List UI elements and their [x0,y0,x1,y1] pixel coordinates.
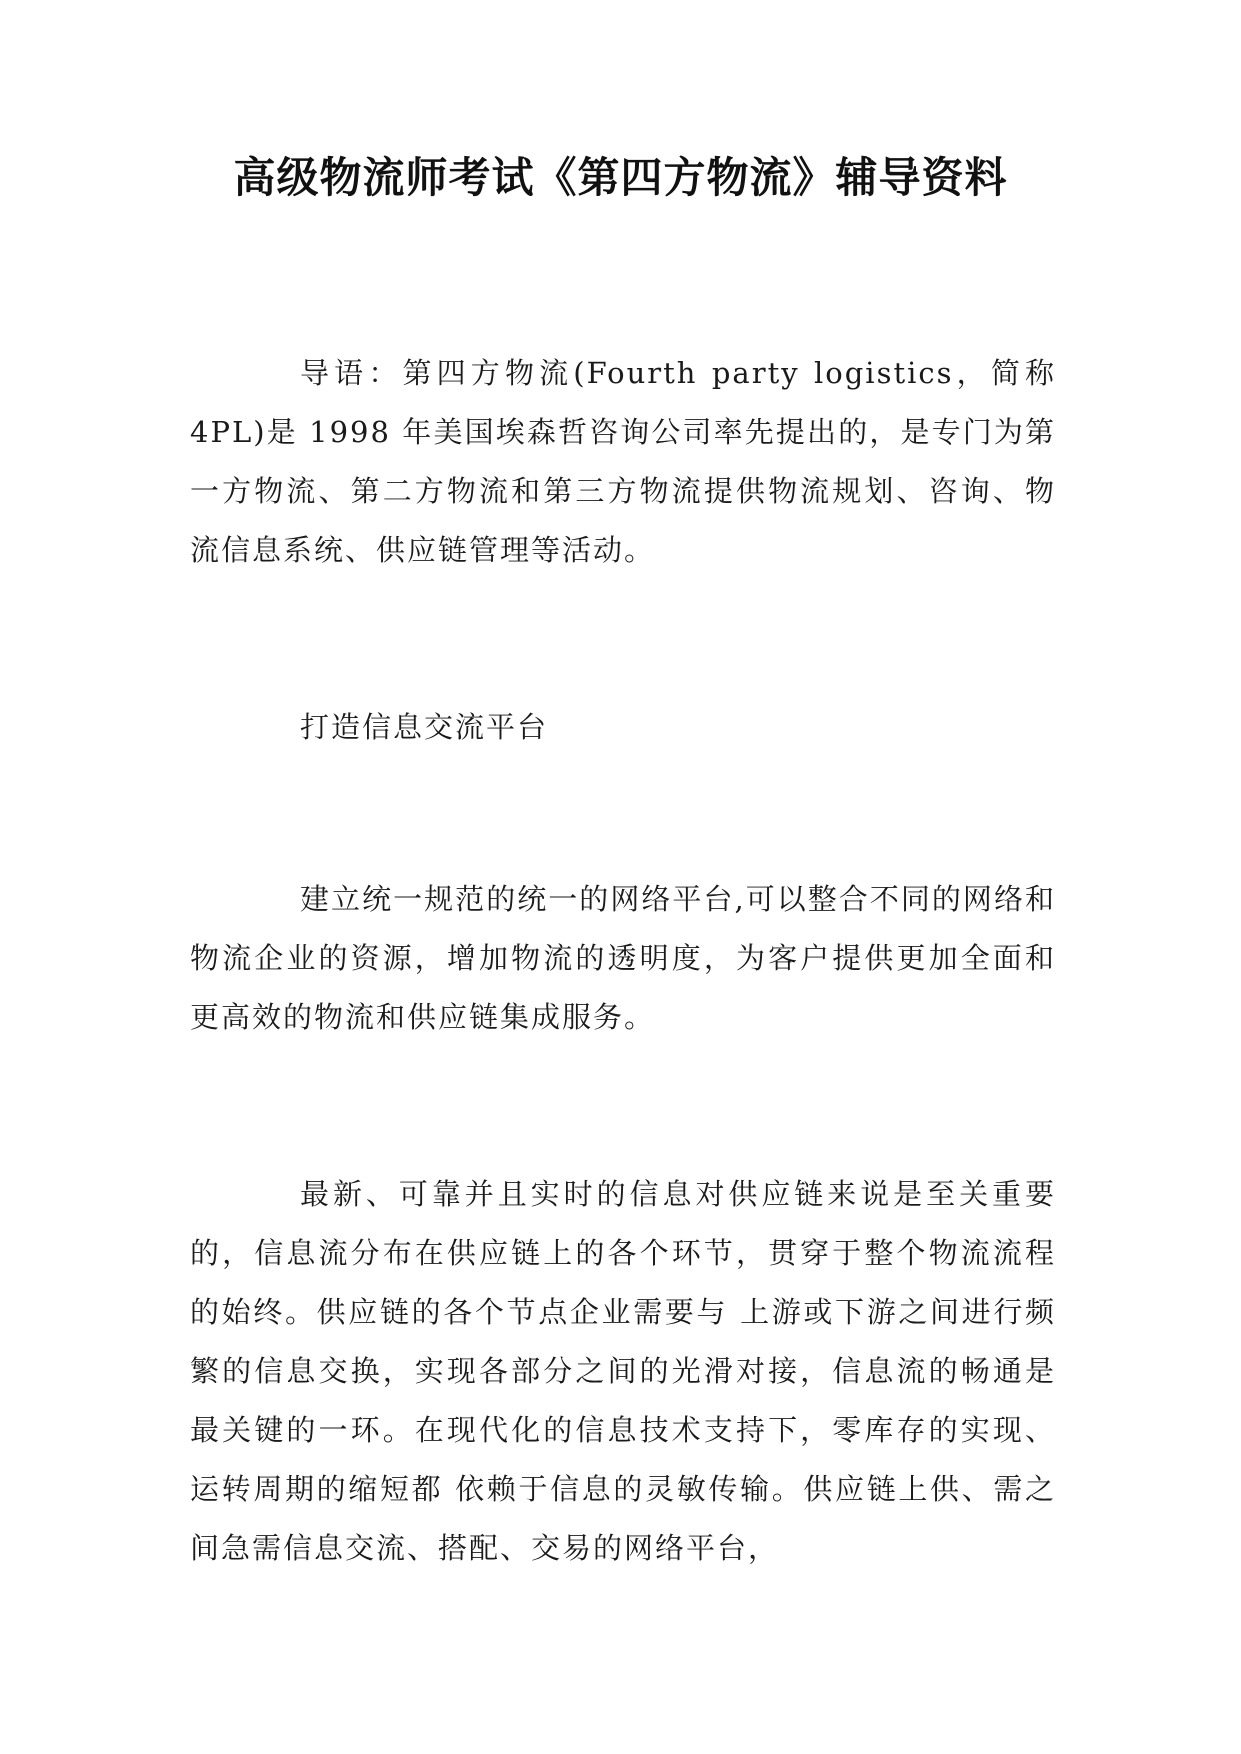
intro-paragraph: 导语：第四方物流(Fourth party logistics，简称4PL)是 1998 年美国埃森哲咨询公司率先提出的，是专门为第一方物流、第二方物流和第三方物流提供物流规划、咨询、物流信息系统、供应链管理等活动。 [190,356,1056,567]
body-paragraph: 最新、可靠并且实时的信息对供应链来说是至关重要的，信息流分布在供应链上的各个环节，贯穿于整个物流流程的始终。供应链的各个节点企业需要与 上游或下游之间进行频繁的信息交换，实现各部分之间的光滑对接，信息流的畅通是最关键的一环。在现代化的信息技术支持下，零库存的实现、运转周期的缩短都 依赖于信息的灵敏传输。供应链上供、需之间急需信息交流、搭配、交易的网络平台， [190,1177,1056,1565]
document-title: 高级物流师考试《第四方物流》辅导资料 [233,153,1008,202]
section-heading: 打造信息交流平台 [300,710,549,744]
body-paragraph: 建立统一规范的统一的网络平台,可以整合不同的网络和物流企业的资源，增加物流的透明度，为客户提供更加全面和更高效的物流和供应链集成服务。 [190,882,1056,1034]
